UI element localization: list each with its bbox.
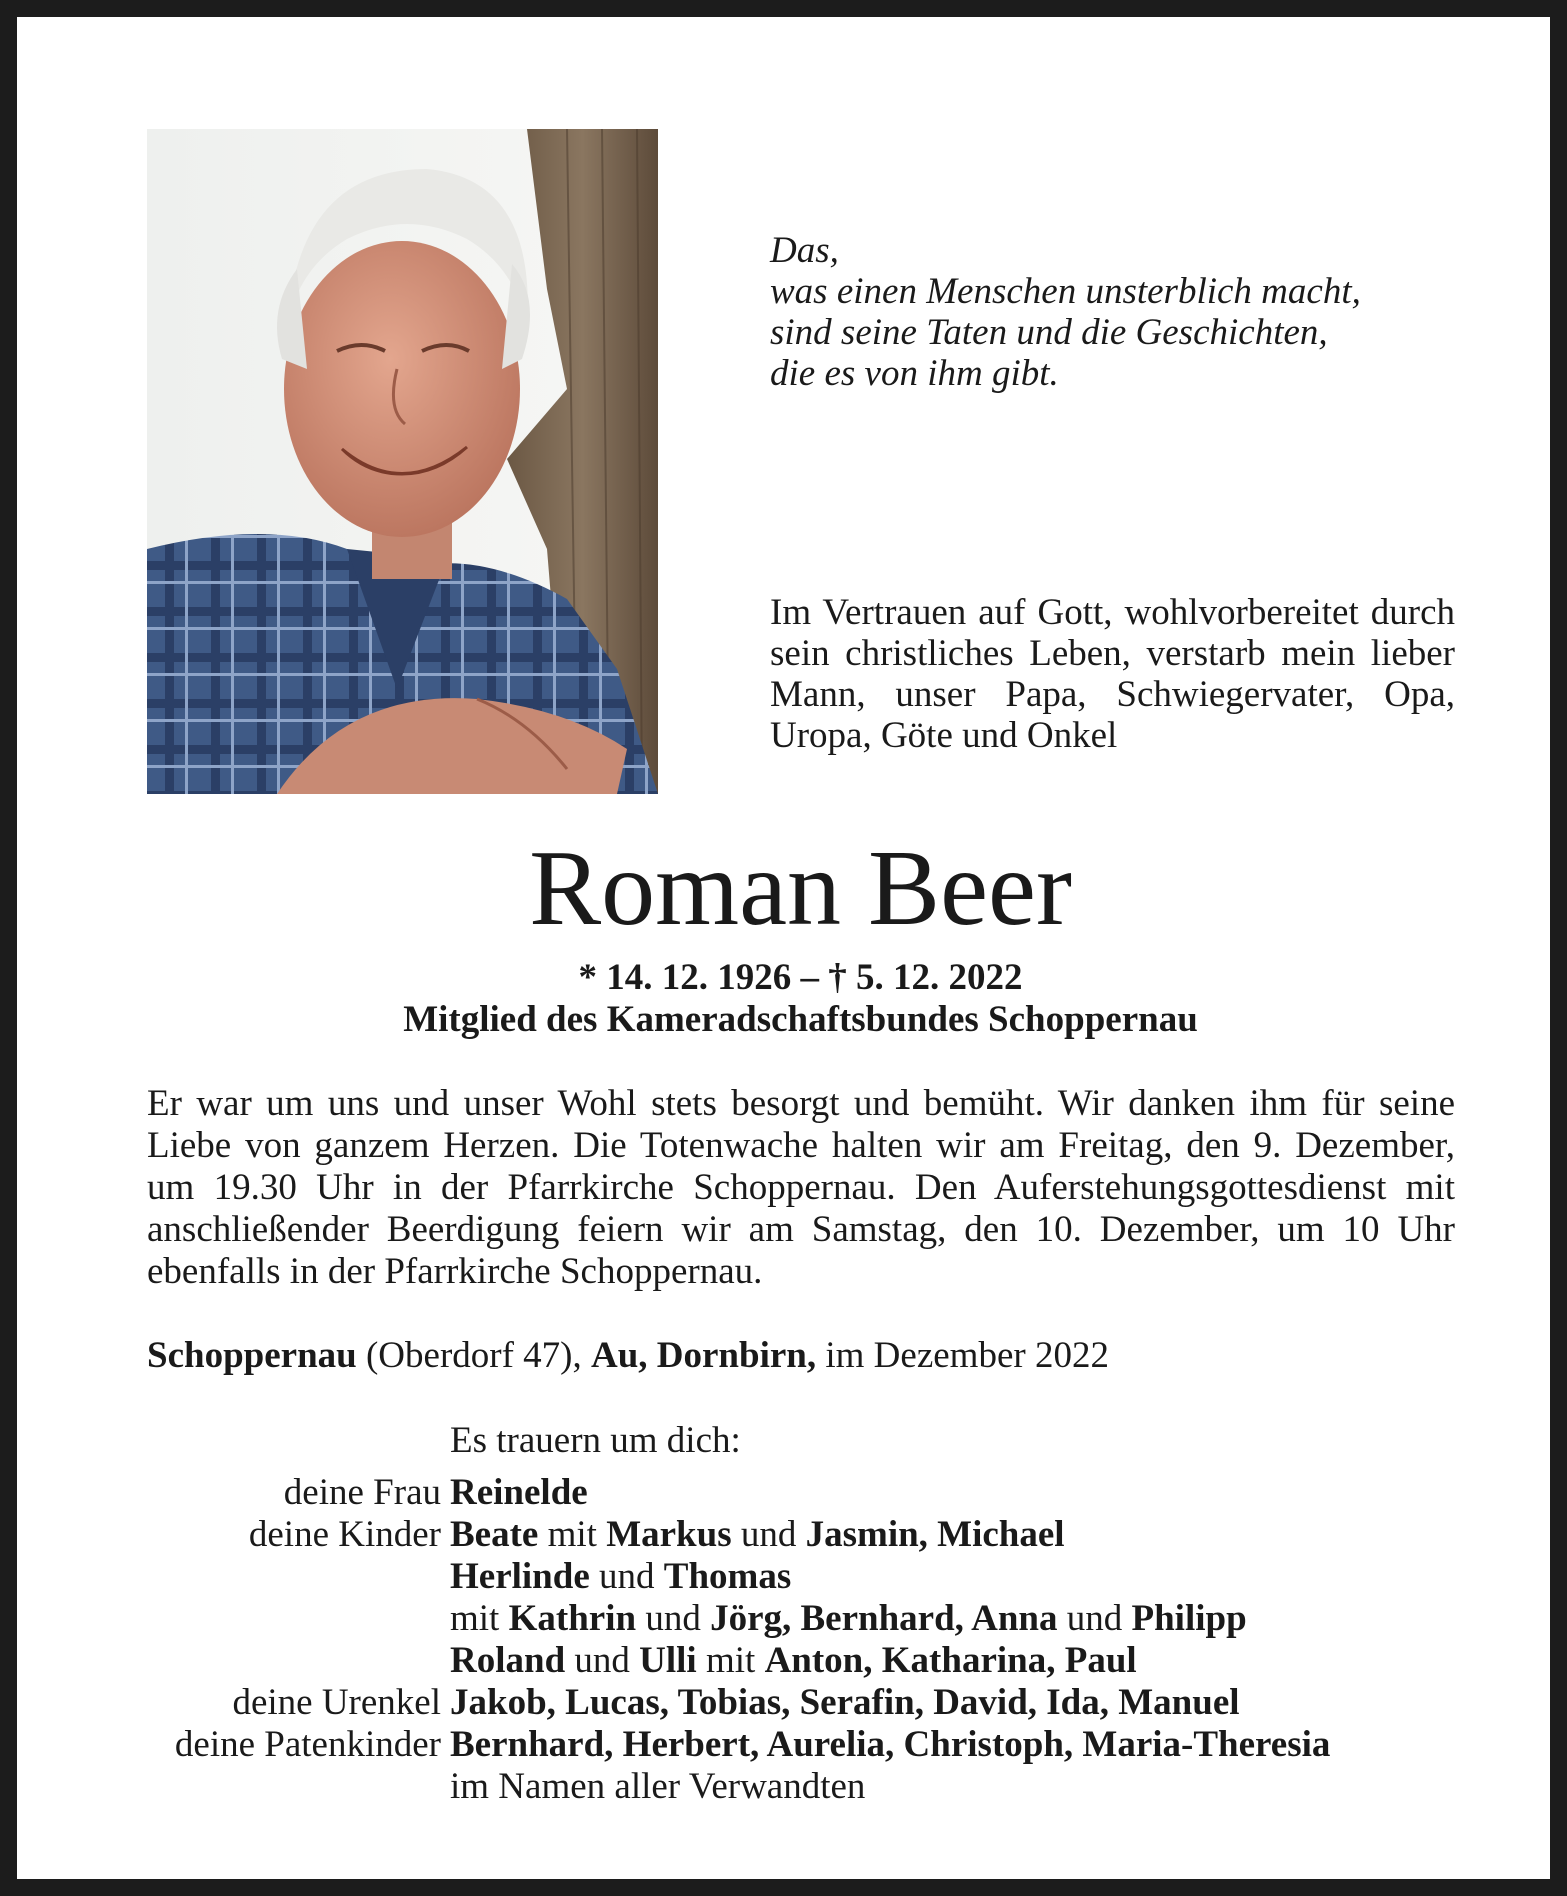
funeral-details: Er war um uns und unser Wohl stets besorgt und bemüht. Wir danken ihm für seine Liebe von ganzem Herzen. Die Totenwache halten wir am Freitag, den 9. Dezember, um 19.30 Uhr in der Pfarrkirche Schoppernau. Den Auferstehungsgottesdienst mit anschließender Beerdigung feiern wir am Samstag, den 10. Dezember, um 10 Uhr ebenfalls in der Pfarrkirche Schoppernau. (147, 1083, 1455, 1292)
name-run: Markus (606, 1514, 732, 1555)
mourner-names (450, 1598, 1247, 1640)
closing-line: im Namen aller Verwandten (450, 1766, 866, 1807)
place-and-date (147, 1335, 1497, 1377)
mourner-row-closing (17, 1766, 1567, 1808)
name-run: mit (538, 1514, 607, 1555)
mourner-label: deine Frau (283, 1472, 441, 1513)
deceased-name: Roman Beer (529, 829, 1072, 948)
mourner-names: Jakob, Lucas, Tobias, Serafin, David, Ida, Manuel (450, 1682, 1240, 1723)
place-date: im Dezember 2022 (816, 1335, 1109, 1376)
mourners-heading: Es trauern um dich: (450, 1420, 741, 1461)
mourner-row-children-2 (17, 1556, 1567, 1598)
quote-line: was einen Menschen unsterblich macht, (770, 271, 1361, 312)
name-run: Philipp (1131, 1598, 1247, 1639)
intro-text: Im Vertrauen auf Gott, wohlvorbereitet durch sein christliches Leben, verstarb mein lieber Mann, unser Papa, Schwiegervater, Opa, Uropa, Göte und Onkel (770, 592, 1455, 756)
mourner-names: Reinelde (450, 1472, 588, 1513)
membership-line: Mitglied des Kameradschaftsbundes Schoppernau (403, 999, 1198, 1040)
mourner-row-children-3 (17, 1598, 1567, 1640)
quote-line: sind seine Taten und die Geschichten, (770, 312, 1328, 353)
mourner-names (450, 1640, 1137, 1682)
mourner-label: deine Patenkinder (174, 1724, 441, 1765)
name-run: Thomas (663, 1556, 792, 1597)
name-run: Herlinde (450, 1556, 590, 1597)
mourner-row-children-4 (17, 1640, 1567, 1682)
mourner-names: Bernhard, Herbert, Aurelia, Christoph, Maria-Theresia (450, 1724, 1331, 1765)
name-run: und (636, 1598, 711, 1639)
name-run: Jörg, Bernhard, Anna (710, 1598, 1058, 1639)
mourner-row-great-grandchildren (17, 1682, 1567, 1724)
mourner-names (450, 1514, 1065, 1556)
mourners-list (17, 1472, 1567, 1808)
mourner-row-wife (17, 1472, 1567, 1514)
mourner-row-godchildren (17, 1724, 1567, 1766)
mourner-names (450, 1556, 791, 1598)
name-run: mit (696, 1640, 765, 1681)
mourner-label: deine Kinder (248, 1514, 441, 1555)
name-run: und (731, 1514, 806, 1555)
name-run: Jasmin, Michael (805, 1514, 1065, 1555)
name-run: Ulli (639, 1640, 697, 1681)
name-run: Roland (450, 1640, 566, 1681)
life-dates: * 14. 12. 1926 – † 5. 12. 2022 (578, 957, 1023, 998)
mourner-row-children (17, 1514, 1567, 1556)
quote-line: Das, (770, 230, 839, 271)
name-run: und (1057, 1598, 1132, 1639)
place-town: Schoppernau (147, 1335, 357, 1376)
name-run: Beate (450, 1514, 539, 1555)
place-address: (Oberdorf 47), (356, 1335, 591, 1376)
portrait-photo (147, 129, 658, 794)
name-run: Anton, Katharina, Paul (764, 1640, 1137, 1681)
name-run: und (565, 1640, 640, 1681)
place-towns: Au, Dornbirn, (590, 1335, 817, 1376)
memorial-quote (770, 230, 1490, 394)
name-run: Kathrin (508, 1598, 637, 1639)
mourner-label: deine Urenkel (232, 1682, 441, 1723)
quote-line: die es von ihm gibt. (770, 353, 1059, 394)
name-run: und (589, 1556, 664, 1597)
name-run: mit (450, 1598, 509, 1639)
